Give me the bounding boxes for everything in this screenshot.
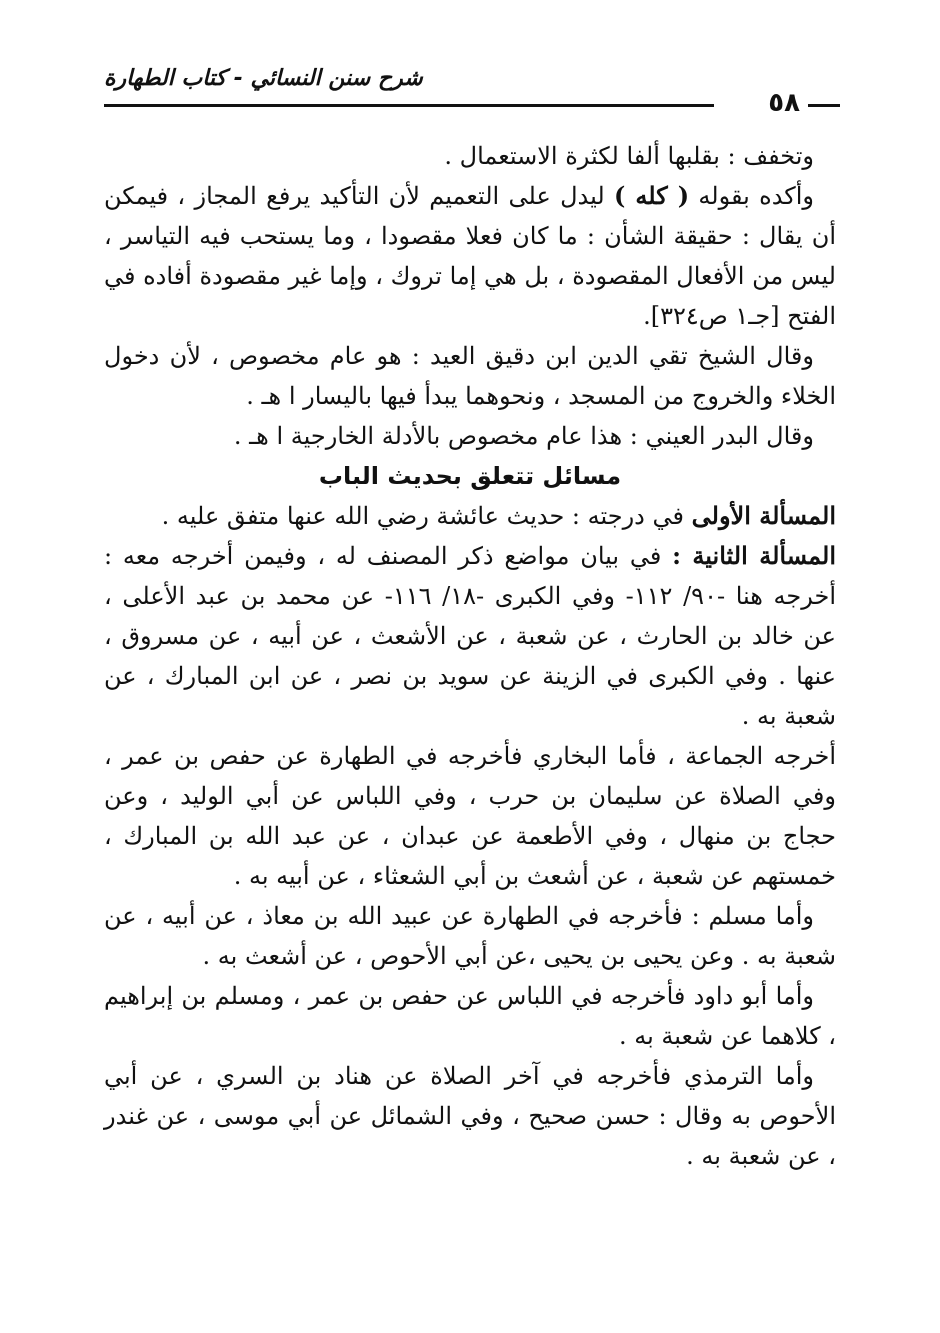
paragraph-2-body: ليدل على التعميم لأن التأكيد يرفع المجاز ، فيمكن أن يقال : حقيقة الشأن : ما كان فعلا مقصودا ، وما يستحب فيه التياسر ، ليس من الأفعال المقصودة ، بل هي إما تروك ، وإما غير مقصودة أفاده في الفتح [جـ١ ص٣٢٤]. [104, 182, 836, 330]
issue-2 [104, 536, 836, 736]
paragraph-muslim: وأما مسلم : فأخرجه في الطهارة عن عبيد الله بن معاذ ، عن أبيه ، عن شعبة به . وعن يحيى بن يحيى ،عن أبي الأحوص ، عن أشعث به . [104, 902, 836, 970]
issue-2-label: المسألة الثانية : [672, 541, 836, 570]
section-heading: مسائل تتعلق بحديث الباب [318, 462, 622, 490]
page-number-dash [808, 104, 840, 107]
issue-1-text: في درجته : حديث عائشة رضي الله عنها متفق عليه . [161, 502, 684, 530]
paragraph-1: وتخفف : بقلبها ألفا لكثرة الاستعمال . [444, 142, 814, 170]
paragraph-tirmidhi: وأما الترمذي فأخرجه في آخر الصلاة عن هناد بن السري ، عن أبي الأحوص به وقال : حسن صحيح ، وفي الشمائل عن أبي موسى ، عن غندر ، عن شعبة به . [104, 1062, 836, 1170]
paragraph-abudawud: وأما أبو داود فأخرجه في اللباس عن حفص بن عمر ، ومسلم بن إبراهيم ، كلاهما عن شعبة به . [104, 982, 836, 1050]
issue-1 [104, 496, 836, 536]
running-title: شرح سنن النسائي - كتاب الطهارة [104, 66, 423, 91]
quoted-word: ( كله ) [614, 181, 690, 210]
header-rule [104, 104, 714, 107]
page-header [104, 60, 840, 118]
issue-2-text: في بيان مواضع ذكر المصنف له ، وفيمن أخرجه معه : أخرجه هنا -٩٠/ ١١٢- وفي الكبرى -١٨/ ١١٦- عن محمد بن عبد الأعلى ، عن خالد بن الحارث ، عن شعبة ، عن الأشعث ، عن أبيه ، عن مسروق ، عنها . وفي الكبرى في الزينة عن سويد بن نصر ، عن ابن المبارك ، عن شعبة به . [104, 542, 837, 730]
issue-1-label: المسألة الأولى [691, 501, 836, 530]
page-number: ٥٨ [768, 88, 800, 118]
paragraph-2-lead: وأكده بقوله [698, 182, 814, 210]
paragraph-4: وقال البدر العيني : هذا عام مخصوص بالأدلة الخارجية ا هـ . [233, 422, 814, 450]
paragraph-2 [104, 176, 836, 336]
paragraph-jamaa: أخرجه الجماعة ، فأما البخاري فأخرجه في الطهارة عن حفص بن عمر ، وفي الصلاة عن سليمان بن حرب ، وفي اللباس عن أبي الوليد ، وعن حجاج بن منهال ، وفي الأطعمة عن عبدان ، عن عبد الله بن المبارك ، خمستهم عن شعبة ، عن أشعث بن أبي الشعثاء ، عن أبيه به . [104, 742, 836, 890]
page-body [104, 136, 836, 1176]
paragraph-3: وقال الشيخ تقي الدين ابن دقيق العيد : هو عام مخصوص ، لأن دخول الخلاء والخروج من المسجد ، ونحوهما يبدأ فيها باليسار ا هـ . [104, 342, 836, 410]
